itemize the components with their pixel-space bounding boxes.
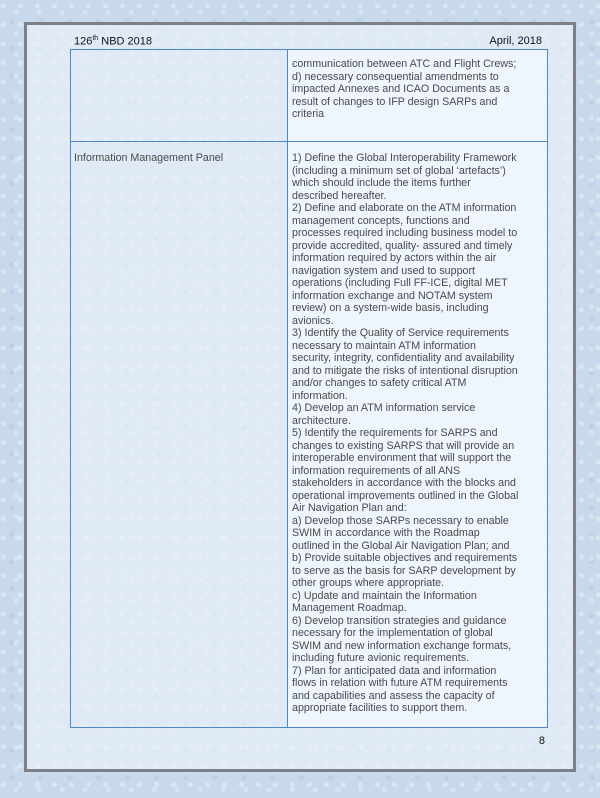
text-line: and to mitigate the risks of intentional disruption bbox=[292, 364, 518, 377]
text-line: operations (including Full FF-ICE, digital MET bbox=[292, 277, 508, 289]
text-line: SWIM and new information exchange formats, bbox=[292, 639, 512, 652]
text-line: security, integrity, confidentiality and availability bbox=[292, 352, 515, 364]
text-line: changes to existing SARPS that will provide an bbox=[292, 439, 515, 452]
meeting-number: 126 bbox=[74, 35, 93, 48]
table-cell-empty bbox=[71, 50, 288, 142]
text-line: 5) Identify the requirements for SARPS and bbox=[292, 427, 498, 439]
text-line: management concepts, functions and bbox=[292, 214, 470, 227]
text-line: to serve as the basis for SARP development by bbox=[292, 564, 516, 577]
text-line: including future avionic requirements. bbox=[292, 652, 470, 664]
text-line: provide accredited, quality- assured and timely bbox=[292, 239, 513, 252]
text-line: SWIM in accordance with the Roadmap bbox=[292, 527, 480, 539]
meeting-ordinal: th bbox=[92, 35, 99, 42]
text-line: processes required including business model to bbox=[292, 227, 518, 239]
page-number: 8 bbox=[538, 735, 545, 747]
text-line: avionics. bbox=[292, 314, 334, 327]
text-line: 3) Identify the Quality of Service requirements bbox=[292, 327, 509, 339]
text-line: b) Provide suitable objectives and requirements bbox=[292, 552, 518, 564]
text-line: 7) Plan for anticipated data and information bbox=[292, 664, 497, 677]
text-line: necessary to maintain ATM information bbox=[292, 339, 476, 352]
header-meeting bbox=[74, 35, 152, 48]
text-line: 6) Develop transition strategies and guidance bbox=[292, 614, 507, 627]
text-line: architecture. bbox=[292, 414, 351, 427]
text-line: stakeholders in accordance with the blocks and bbox=[292, 477, 516, 489]
text-line: information required by actors within the air bbox=[292, 252, 497, 264]
text-line: 1) Define the Global Interoperability Framework bbox=[292, 152, 517, 164]
text-line: Management Roadmap. bbox=[292, 602, 407, 614]
panel-table bbox=[70, 49, 548, 728]
text-line: interoperable environment that will support the bbox=[292, 452, 512, 464]
text-line: a) Develop those SARPs necessary to enable bbox=[292, 514, 509, 527]
table-row bbox=[71, 50, 548, 142]
text-line: described hereafter. bbox=[292, 189, 387, 202]
text-line: result of changes to IFP design SARPs and bbox=[292, 95, 498, 108]
text-line: navigation system and used to support bbox=[292, 264, 475, 277]
text-line: information. bbox=[292, 389, 348, 402]
table-row bbox=[71, 142, 548, 728]
text-line: flows in relation with future ATM requirements bbox=[292, 677, 508, 689]
text-line: d) necessary consequential amendments to bbox=[292, 70, 499, 83]
text-line: which should include the items further bbox=[292, 177, 471, 189]
text-line: necessary for the implementation of global bbox=[292, 627, 493, 639]
header-date: April, 2018 bbox=[489, 35, 542, 47]
continuation-text bbox=[288, 50, 548, 142]
text-line: operational improvements outlined in the Global bbox=[292, 489, 519, 502]
text-line: c) Update and maintain the Information bbox=[292, 589, 477, 602]
text-line: information exchange and NOTAM system bbox=[292, 289, 493, 302]
text-line: and capabilities and assess the capacity of bbox=[292, 689, 495, 702]
panel-name: Information Management Panel bbox=[71, 142, 288, 728]
text-line: review) on a system-wide basis, including bbox=[292, 302, 489, 314]
text-line: outlined in the Global Air Navigation Plan; and bbox=[292, 539, 510, 552]
meeting-suffix: NBD 2018 bbox=[98, 35, 153, 48]
text-line: criteria bbox=[292, 108, 325, 120]
text-line: 2) Define and elaborate on the ATM information bbox=[292, 202, 517, 214]
text-line: (including a minimum set of global ‘artefacts’) bbox=[292, 164, 506, 177]
text-line: impacted Annexes and ICAO Documents as a bbox=[292, 83, 510, 95]
text-line: other groups where appropriate. bbox=[292, 577, 445, 589]
text-line: and/or changes to safety critical ATM bbox=[292, 377, 467, 389]
text-line: communication between ATC and Flight Crews; bbox=[292, 58, 517, 70]
panel-terms-of-reference bbox=[288, 142, 548, 728]
text-line: 4) Develop an ATM information service bbox=[292, 402, 476, 414]
text-line: Air Navigation Plan and: bbox=[292, 502, 407, 514]
text-line: appropriate facilities to support them. bbox=[292, 702, 468, 714]
text-line: information requirements of all ANS bbox=[292, 464, 461, 477]
